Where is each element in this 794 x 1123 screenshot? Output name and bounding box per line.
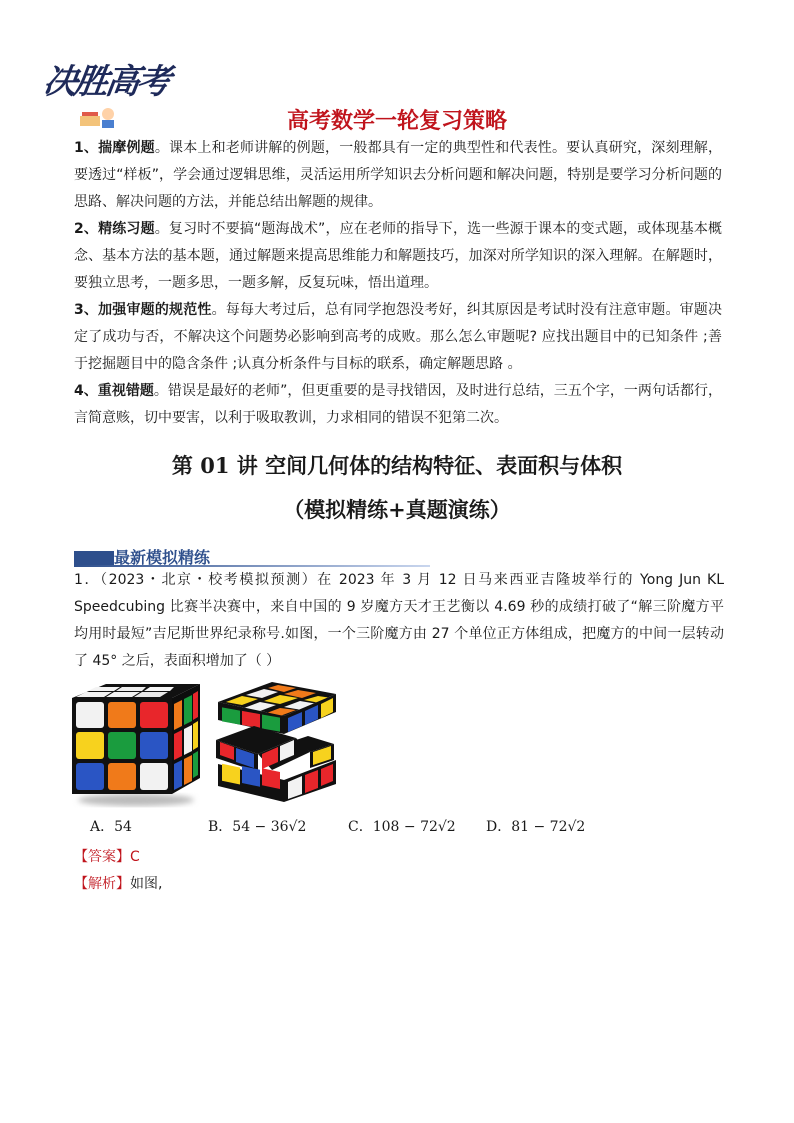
strategy-4 bbox=[74, 378, 722, 432]
rubiks-cube-image bbox=[66, 682, 202, 808]
section-title: 最新模拟精练 bbox=[114, 548, 211, 567]
answer-options bbox=[90, 816, 730, 838]
strategy-head: 揣摩例题 bbox=[98, 140, 155, 156]
analysis-line bbox=[74, 873, 162, 893]
section-header bbox=[74, 545, 430, 567]
strategy-body: 。复习时不要搞“题海战术”，应在老师的指导下，选一些源于课本的变式题，或体现基本概念、基本方法的基本题，通过解题来提高思维能力和解题技巧，加深对所学知识的深入理解。在解题时，要独立思考，一题多思，一题多解，反复玩味，悟出道理。 bbox=[74, 221, 722, 291]
strategy-body: 。每每大考过后，总有同学抱怨没考好，纠其原因是考试时没有注意审题。审题决定了成功与否，不解决这个问题势必影响到高考的成败。那么怎么审题呢? 应找出题目中的已知条件 ;善于挖掘题目中的隐含条件 ;认真分析条件与目标的联系，确定解题思路 。 bbox=[74, 302, 722, 372]
answer-tag: 【答案】 bbox=[74, 849, 130, 865]
page-title: 高考数学一轮复习策略 bbox=[286, 109, 507, 134]
question-text: 1．（2023・北京・校考模拟预测）在 2023 年 3 月 12 日马来西亚吉隆坡举行的 Yong Jun KL Speedcubing 比赛半决赛中，来自中国的 9 岁魔方天才王艺衡以 4.69 秒的成绩打破了“解三阶魔方平均用时最短”吉尼斯世界纪录称号.如图，一个三阶魔方由 27 个单位正方体组成，把魔方的中间一层转动了 45° 之后，表面积增加了（ ） bbox=[74, 572, 724, 669]
strategy-body: 。错误是最好的老师”，但更重要的是寻找错因，及时进行总结，三五个字，一两句话都行，言简意赅，切中要害，以利于吸取教训，力求相同的错误不犯第二次。 bbox=[74, 383, 722, 426]
option-d bbox=[486, 816, 585, 836]
strategy-1 bbox=[74, 135, 722, 216]
twisted-rubiks-cube-image bbox=[214, 680, 340, 806]
option-label: B． bbox=[208, 819, 233, 835]
option-value: 81 − 72√2 bbox=[511, 819, 586, 835]
analysis-tag: 【解析】 bbox=[74, 876, 130, 892]
strategy-head: 加强审题的规范性 bbox=[98, 302, 212, 318]
option-b bbox=[208, 816, 306, 836]
option-value: 54 bbox=[114, 819, 132, 835]
strategy-head: 精练习题 bbox=[98, 221, 155, 237]
strategy-2 bbox=[74, 216, 722, 297]
strategy-num: 4、 bbox=[74, 383, 98, 399]
section-bar bbox=[74, 551, 114, 565]
logo-text: 决胜高考 bbox=[40, 62, 171, 102]
option-value: 108 − 72√2 bbox=[372, 819, 456, 835]
option-label: C． bbox=[348, 819, 373, 835]
analysis-text: 如图, bbox=[130, 876, 163, 892]
strategy-num: 2、 bbox=[74, 221, 99, 237]
option-a bbox=[90, 816, 132, 836]
answer-line bbox=[74, 846, 140, 866]
lecture-subtitle: （模拟精练+真题演练） bbox=[283, 497, 511, 522]
option-c bbox=[348, 816, 456, 836]
option-value: 54 − 36√2 bbox=[232, 819, 307, 835]
strategy-3 bbox=[74, 297, 722, 378]
answer-value: C bbox=[130, 849, 140, 865]
strategy-body: 。课本上和老师讲解的例题，一般都具有一定的典型性和代表性。要认真研究，深刻理解，要透过“样板”，学会通过逻辑思维，灵活运用所学知识去分析问题和解决问题，特别是要学习分析问题的思路、解决问题的方法，并能总结出解题的规律。 bbox=[74, 140, 722, 210]
strategy-num: 1、 bbox=[74, 140, 99, 156]
option-label: A． bbox=[90, 819, 115, 835]
option-label: D． bbox=[486, 819, 512, 835]
strategy-head: 重视错题 bbox=[97, 383, 154, 399]
lecture-title: 第 01 讲 空间几何体的结构特征、表面积与体积 bbox=[171, 453, 623, 478]
strategy-num: 3、 bbox=[74, 302, 99, 318]
